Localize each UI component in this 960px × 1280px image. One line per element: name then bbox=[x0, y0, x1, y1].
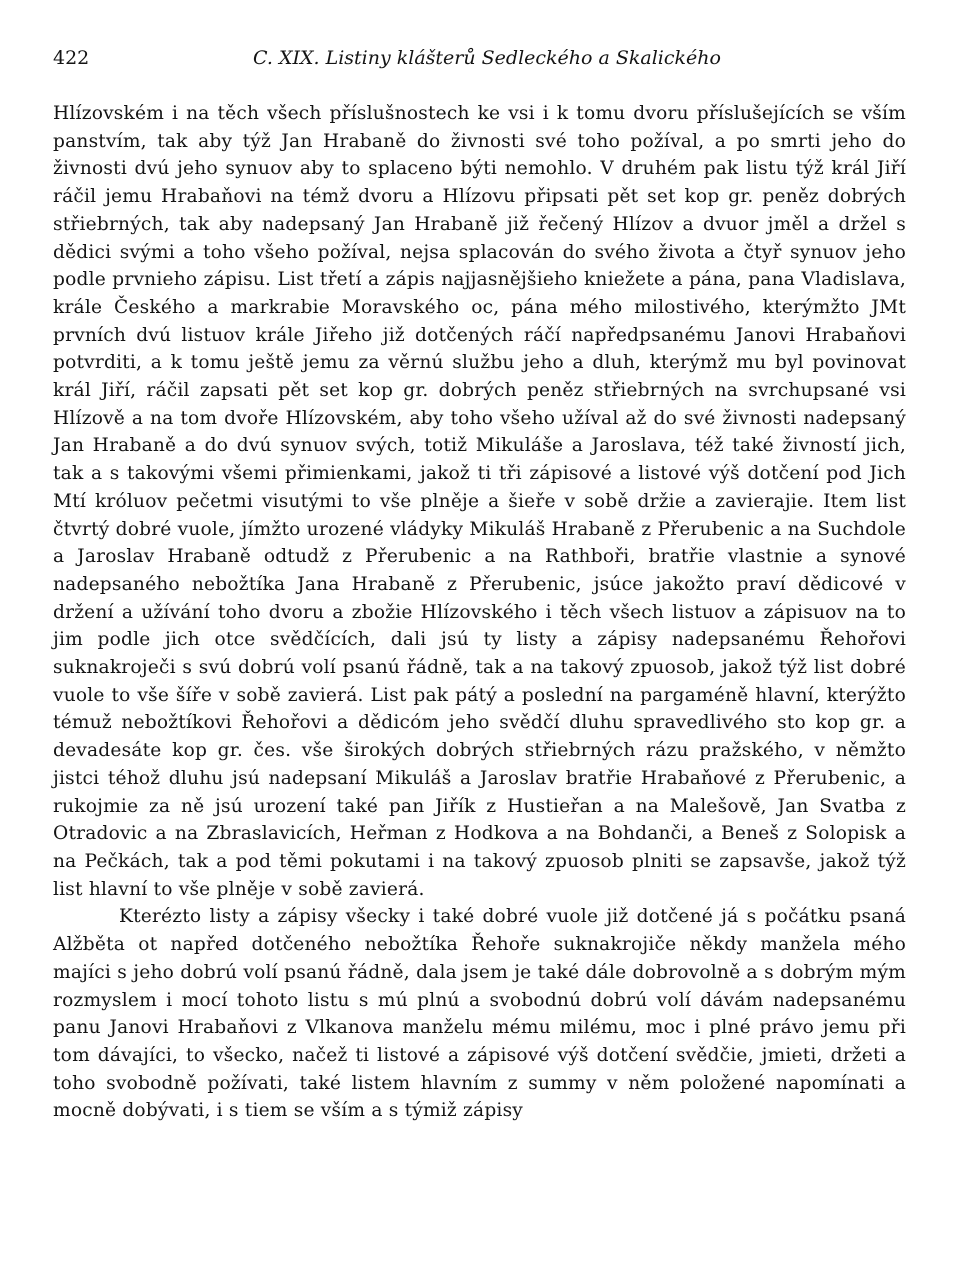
paragraph-2: Kterézto listy a zápisy všecky i také dobré vuole již dotčené já s počátku psaná Alžběta ot napřed dotčeného nebožtíka Řehoře suknakrojiče někdy manžela mého majíci s jeho dobrú volí psanú řádně, dala jsem je také dále dobrovolně a s dobrým mým rozmyslem i mocí tohoto listu s mú plnú a svobodnú dobrú volí dávám nadepsanému panu Janovi Hrabaňovi z Vlkanova manželu mému milému, moc i plné právo jemu při tom dávajíci, to všecko, načež ti listové a zápisové výš dotčení svědčie, jmieti, držeti a toho svobodně požívati, také listem hlavním z summy v něm položené napomínati a mocně dobývati, i s tiem se vším a s týmiž zápisy bbox=[53, 906, 906, 1122]
header-title: C. XIX. Listiny klášterů Sedleckého a Skalického bbox=[253, 47, 721, 69]
body-text bbox=[53, 100, 906, 1125]
running-head bbox=[53, 40, 906, 76]
document-page bbox=[53, 40, 906, 1125]
paragraph-1: Hlízovském i na těch všech příslušnostech ke vsi i k tomu dvoru příslušejících se vším panstvím, tak aby týž Jan Hrabaně do živnosti své toho požíval, a po smrti jeho do živnosti dvú jeho synuov aby to splaceno býti nemohlo. V druhém pak listu týž král Jiří ráčil jemu Hrabaňovi na témž dvoru a Hlízovu připsati pět set kop gr. peněz dobrých střiebrných, tak aby nadepsaný Jan Hrabaně již řečený Hlízov a dvuor jměl a držel s dědici svými a toho všeho požíval, nejsa splacován do svého života a čtyř synuov jeho podle prvnieho zápisu. List třetí a zápis najjasnějšieho kniežete a pána, pana Vladislava, krále Českého a markrabie Moravského oc, pána mého milostivého, kterýmžto JMt prvních dvú listuov krále Jiřeho již dotčených ráčí napředpsanému Janovi Hrabaňovi potvrditi, a k tomu ještě jemu za věrnú službu jeho a dluh, kterýmž mu byl povinovat král Jiří, ráčil zapsati pět set kop gr. dobrých peněz střiebrných na svrchupsané vsi Hlízově a na tom dvoře Hlízovském, aby toho všeho užíval až do své živnosti nadepsaný Jan Hrabaně a do dvú synuov svých, totiž Mikuláše a Jaroslava, též také živností jich, tak a s takovými všemi přimienkami, jakož ti tři zápisové a listové výš dotčení pod Jich Mtí króluov pečetmi visutými to vše plněje a šieře v sobě držie a zavierajie. Item list čtvrtý dobré vuole, jímžto urozené vládyky Mikuláš Hrabaně z Přerubenic a na Suchdole a Jaroslav Hrabaně odtudž z Přerubenic a na Rathboři, bratřie vlastnie a synové nadepsaného nebožtíka Jana Hrabaně z Přerubenic, jsúce jakožto praví dědicové v držení a užívání toho dvoru a zbožie Hlízovského i těch všech listuov a zápisuov na to jim podle jich otce svědčících, dali jsú ty listy a zápisy nadepsanému Řehořovi suknakroječi s svú dobrú volí psanú řádně, tak a na takový zpuosob, jakož týž list dobré vuole to vše šíře v sobě zavierá. List pak pátý a poslední na pargaméně hlavní, kterýžto témuž nebožtíkovi Řehořovi a dědicóm jeho svědčí dluhu spravedlivého sto kop gr. a devadesáte kop gr. čes. vše širokých dobrých střiebrných rázu pražského, v němžto jistci téhož dluhu jsú nadepsaní Mikuláš a Jaroslav bratřie Hrabaňové z Přerubenic, a rukojmie za ně jsú urození také pan Jiřík z Hustieřan a na Malešově, Jan Svatba z Otradovic a na Zbraslavicích, Heřman z Hodkova a na Bohdanči, a Beneš z Solopisk a na Pečkách, tak a pod těmi pokutami i na takový zpuosob plniti se zapsavše, jakož týž list hlavní to vše plněje v sobě zavierá. bbox=[53, 103, 906, 900]
page-number: 422 bbox=[53, 47, 90, 69]
